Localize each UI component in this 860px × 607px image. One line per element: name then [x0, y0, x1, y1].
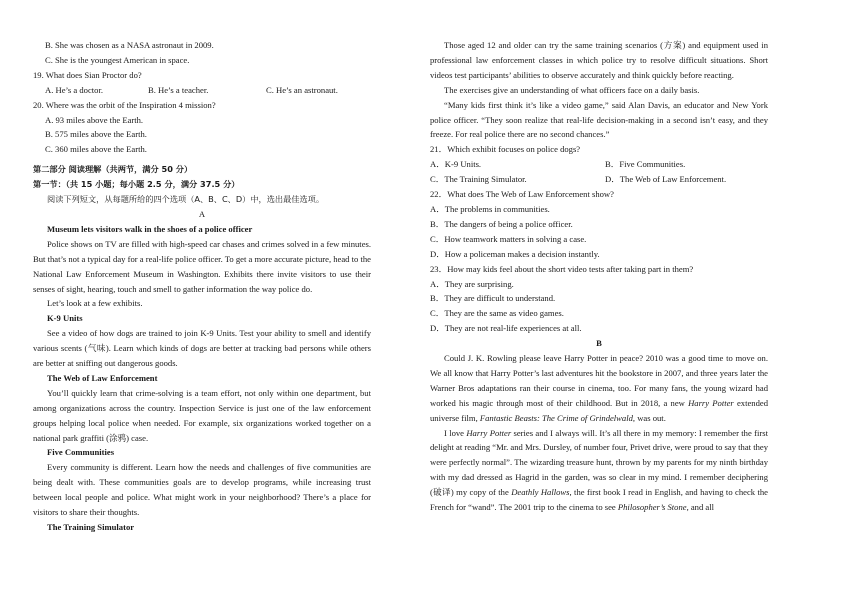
right-column [430, 38, 768, 515]
italic-title: Harry Potter [466, 427, 512, 438]
exhibit-heading-web: The Web of Law Enforcement [47, 372, 158, 383]
option-c: C．The Training Simulator. [430, 174, 527, 185]
option-d: D．How a policeman makes a decision instantly. [430, 248, 600, 259]
option-b: B．The dangers of being a police officer. [430, 218, 573, 229]
option-line: B. She was chosen as a NASA astronaut in 2009. [45, 40, 214, 50]
question-21-options [430, 157, 768, 172]
left-column [33, 38, 371, 535]
paragraph: Those aged 12 and older can try the same training scenarios (方案) and equipment used in professional law enforcement classes in which police try to resolve difficult situations. Short videos test participants’ abilities to observe accurately and think quickly before reacting. [430, 40, 768, 80]
text-run: , the first book I read in English, and having to check the French for “wand”. The 2001 trip to the cinema to see [430, 487, 768, 513]
italic-title: Deathly Hallows [511, 487, 570, 498]
option-d: D．They are not real-life experiences at all. [430, 323, 582, 334]
question-23-stem: 23．How may kids feel about the short video tests after taking part in them? [430, 263, 694, 274]
option-c: C. 360 miles above the Earth. [45, 144, 147, 155]
passage-b-label: B [596, 338, 602, 349]
italic-title: Fantastic Beasts: The Crime of Grindelwald [479, 412, 633, 423]
exhibit-heading-k9: K-9 Units [47, 313, 83, 324]
option-d: D．The Web of Law Enforcement. [605, 174, 727, 185]
paragraph: The exercises give an understanding of what officers face on a daily basis. [444, 84, 700, 95]
question-22-stem: 22．What does The Web of Law Enforcement show? [430, 189, 614, 200]
question-20-stem: 20. Where was the orbit of the Inspiration 4 mission? [33, 99, 216, 110]
option-b: B．They are difficult to understand. [430, 293, 556, 304]
paragraph: “Many kids first think it’s like a video game,” said Alan Davis, an educator and New York police officer. “They soon realize that real-life decision-making in a second isn’t easy, and they freeze. For real police there are no second chances.” [430, 99, 768, 140]
passage-a-label: A [198, 208, 206, 219]
option-c: C．How teamwork matters in solving a case. [430, 233, 587, 244]
text-run: , was out. [632, 412, 666, 423]
option-b: B．Five Communities. [605, 159, 686, 170]
option-a: A．The problems in communities. [430, 203, 550, 214]
question-19-stem: 19. What does Sian Proctor do? [33, 69, 142, 80]
paragraph: Police shows on TV are filled with high-speed car chases and crimes solved in a few minutes. But that’s not a typical day for a real-life police officer. To get a more accurate picture, head to the National Law Enforcement Museum in Washington. Exhibits there invite visitors to use their senses of sight, hearing, touch and smell to gather information the way police do. [33, 238, 371, 294]
text-run: extended universe film, [430, 397, 768, 423]
option-c: C. He’s an astronaut. [266, 84, 338, 95]
option-c: C．They are the same as video games. [430, 308, 564, 319]
instruction-text: 阅读下列短文，从每题所给的四个选项（A、B、C、D）中，选出最佳选项。 [47, 194, 325, 205]
text-run: Could J. K. Rowling please leave Harry Potter in peace? 2010 was a good time to move on. We all know that Harry Potter’s last adventures hit the bookstore in 2007, and three years later the Warner Bros adaptations ran their course in cinema, too. For many fans, the young wizard had worked his magic through most of their childhood. But in 2018, a new [430, 353, 768, 408]
section-1-title: 第一节：（共 15 小题；每小题 2.5 分，满分 37.5 分） [33, 179, 240, 190]
paragraph [430, 426, 768, 515]
italic-title: Philosopher’s Stone [617, 502, 687, 513]
exhibit-heading-five: Five Communities [47, 447, 115, 458]
part-2-title: 第二部分 阅读理解（共两节，满分 50 分） [33, 164, 193, 175]
option-a: A. He’s a doctor. [45, 84, 103, 95]
text-run: series and I always will. It’s all there in my memory: I remember the first delight at reading “Mr. and Mrs. Dursley, of number four, Privet drive, were proud to say that they were perfectly normal”. The wizarding treasure hunt, thrown by my parents for my ninth birthday with my dad dressed as Hagrid in the garden, was so clear in my mind. I remember deciphering (破译) my copy of the [430, 427, 768, 498]
option-b: B. 575 miles above the Earth. [45, 129, 147, 140]
text-run: I love [444, 427, 467, 438]
paragraph: See a video of how dogs are trained to join K-9 Units. Test your ability to smell and identify various scents (气味). Learn which kinds of dogs are better at tracking bad persons while others are better at sniffing out dangerous goods. [33, 328, 371, 369]
option-a: A．They are surprising. [430, 278, 514, 289]
option-line: C. She is the youngest American in space. [45, 54, 190, 65]
exhibit-heading-simulator: The Training Simulator [47, 522, 135, 532]
question-21-stem: 21．Which exhibit focuses on police dogs? [430, 144, 581, 155]
paragraph: You’ll quickly learn that crime-solving is a team effort, not only within one department, but among organizations across the country. Inspection Service is just one of the law enforcement groups helping local police when needed. For example, six organizations worked together on a national park graffiti (涂鸦) case. [33, 387, 371, 443]
text-run: , and all [686, 502, 715, 513]
question-19-options [33, 83, 371, 98]
option-b: B. He’s a teacher. [148, 84, 209, 95]
option-a: A. 93 miles above the Earth. [45, 114, 144, 125]
italic-title: Harry Potter [688, 397, 734, 408]
paragraph [430, 351, 768, 426]
question-21-options [430, 172, 768, 187]
option-a: A．K-9 Units. [430, 159, 482, 170]
paragraph: Every community is different. Learn how the needs and challenges of five communities are being dealt with. These communities goals are to develop programs, while increasing trust between local people and police. What might work in your neighborhood? There’s a place for visitors to share their thoughts. [33, 462, 371, 518]
passage-a-title: Museum lets visitors walk in the shoes of a police officer [47, 223, 253, 234]
paragraph: Let’s look at a few exhibits. [47, 298, 143, 309]
